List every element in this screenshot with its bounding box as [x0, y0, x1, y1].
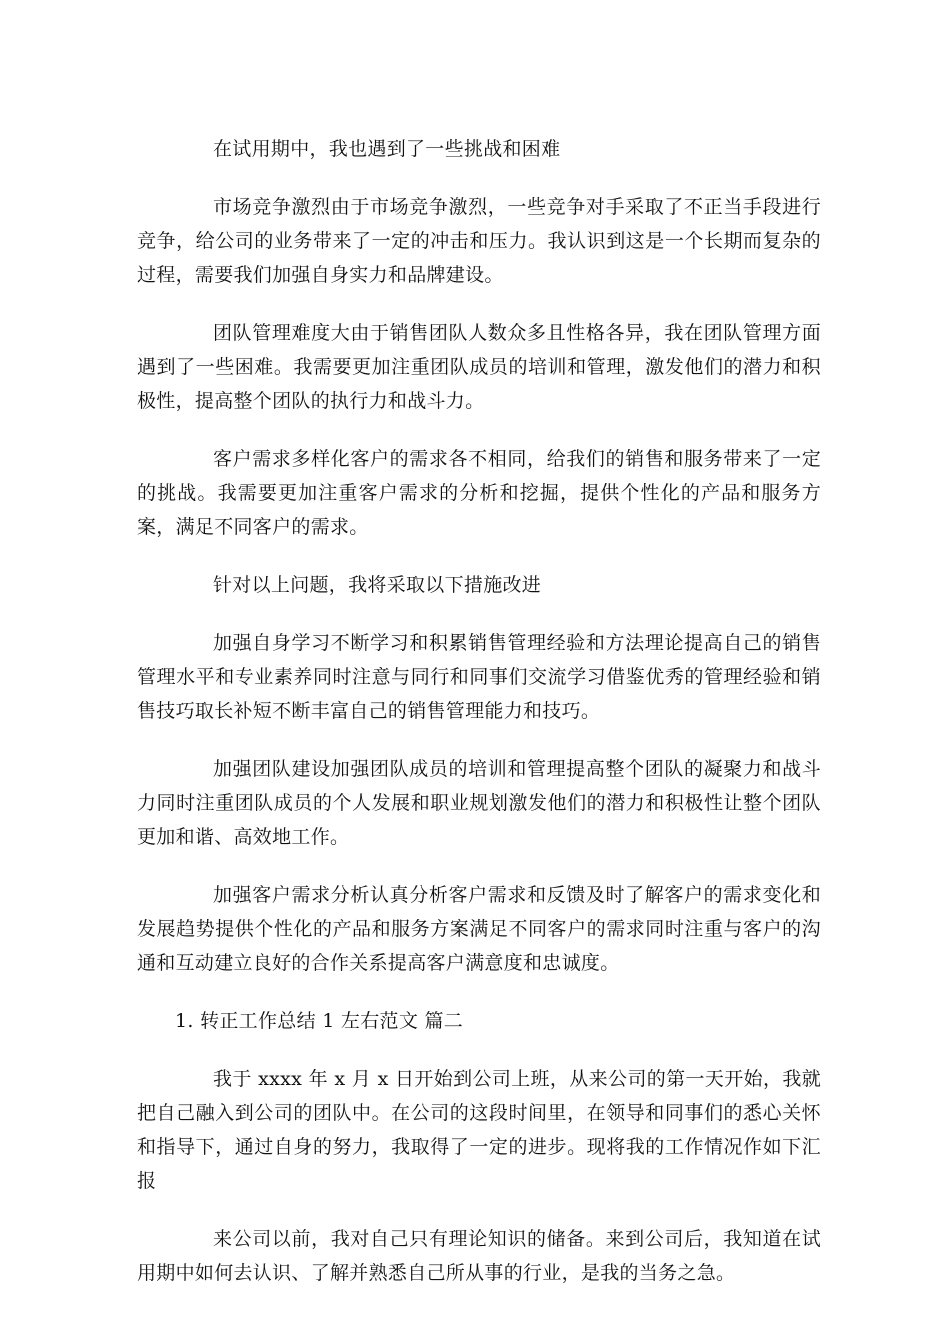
section-heading: 1. 转正工作总结 1 左右范文 篇二: [175, 1010, 464, 1032]
paragraph-market-competition: 市场竞争激烈由于市场竞争激烈，一些竞争对手采取了不正当手段进行竞争，给公司的业务带来了一定的冲击和压力。我认识到这是一个长期而复杂的过程，需要我们加强自身实力和品牌建设。: [137, 196, 821, 286]
paragraph-customer-needs: 客户需求多样化客户的需求各不相同，给我们的销售和服务带来了一定的挑战。我需要更加注重客户需求的分析和挖掘，提供个性化的产品和服务方案，满足不同客户的需求。: [137, 448, 821, 538]
paragraph-challenges-intro: 在试用期中，我也遇到了一些挑战和困难: [213, 138, 561, 160]
paragraph-measures-intro: 针对以上问题，我将采取以下措施改进: [213, 574, 542, 596]
paragraph-customer-analysis: 加强客户需求分析认真分析客户需求和反馈及时了解客户的需求变化和发展趋势提供个性化的产品和服务方案满足不同客户的需求同时注重与客户的沟通和互动建立良好的合作关系提高客户满意度和忠诚度。: [137, 884, 821, 974]
paragraph-before-company: 来公司以前，我对自己只有理论知识的储备。来到公司后，我知道在试用期中如何去认识、了解并熟悉自己所从事的行业，是我的当务之急。: [137, 1228, 821, 1284]
document-body: [137, 132, 821, 1314]
paragraph-team-management: 团队管理难度大由于销售团队人数众多且性格各异，我在团队管理方面遇到了一些困难。我需要更加注重团队成员的培训和管理，激发他们的潜力和积极性，提高整个团队的执行力和战斗力。: [137, 322, 821, 412]
paragraph-team-building: 加强团队建设加强团队成员的培训和管理提高整个团队的凝聚力和战斗力同时注重团队成员的个人发展和职业规划激发他们的潜力和积极性让整个团队更加和谐、高效地工作。: [137, 758, 821, 848]
paragraph-self-learning: 加强自身学习不断学习和积累销售管理经验和方法理论提高自己的销售管理水平和专业素养同时注意与同行和同事们交流学习借鉴优秀的管理经验和销售技巧取长补短不断丰富自己的销售管理能力和技巧。: [137, 632, 821, 722]
paragraph-start-work: 我于 xxxx 年 x 月 x 日开始到公司上班，从来公司的第一天开始，我就把自己融入到公司的团队中。在公司的这段时间里，在领导和同事们的悉心关怀和指导下，通过自身的努力，我取得了一定的进步。现将我的工作情况作如下汇报: [137, 1068, 821, 1192]
